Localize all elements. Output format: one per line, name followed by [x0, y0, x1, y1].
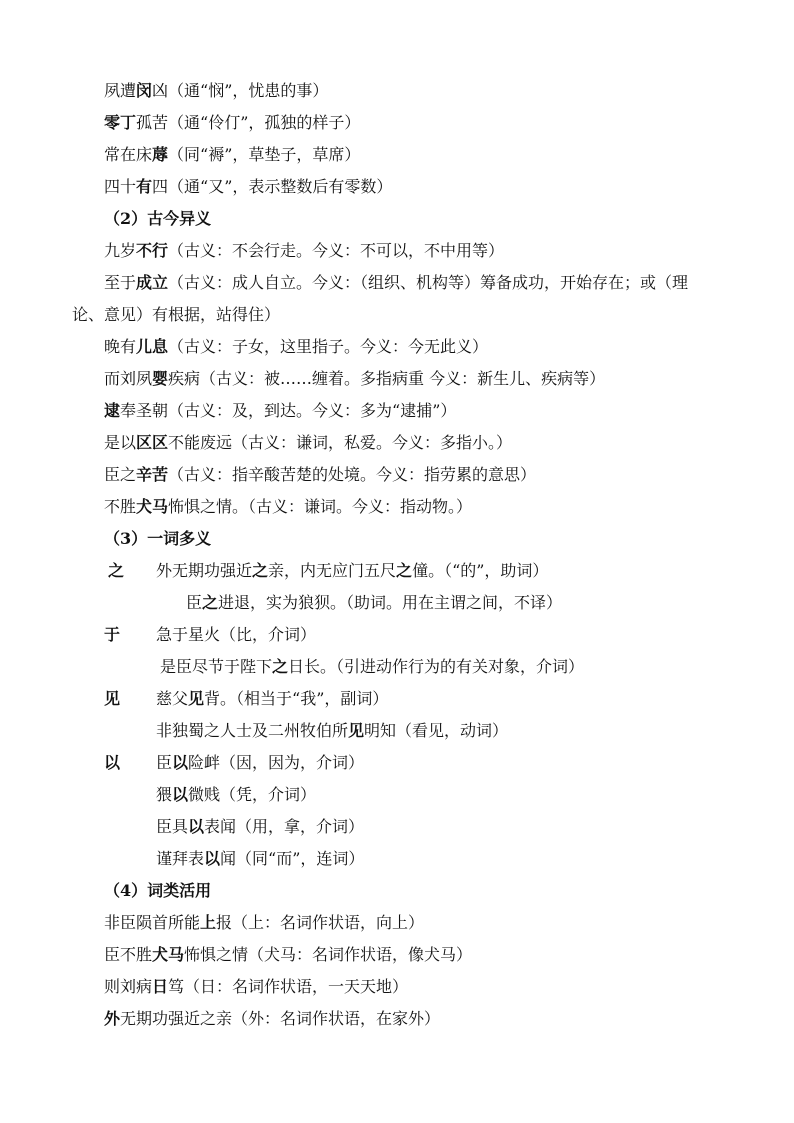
- tongjia-line-2: 零丁孤苦（通“伶仃”，孤独的样子）: [104, 113, 361, 132]
- section-heading-gujin: （2）古今异义: [104, 209, 212, 228]
- yici-yu-example-2: 是臣尽节于陛下之日长。（引进动作行为的有关对象，介词）: [160, 657, 585, 676]
- yici-label-yu: 于: [104, 625, 121, 644]
- yici-yi-example-4: 谨拜表以闻（同“而”，连词）: [156, 849, 365, 868]
- huoyong-line-2: 臣不胜犬马怖惧之情（犬马：名词作状语，像犬马）: [104, 945, 473, 964]
- gujin-line-1: 九岁不行（古义：不会行走。今义：不可以，不中用等）: [104, 241, 505, 260]
- gujin-line-2-cont: 论、意见）有根据，站得住）: [72, 305, 281, 324]
- gujin-line-3: 晚有儿息（古义：子女，这里指子。今义：今无此义）: [104, 337, 489, 356]
- gujin-line-2: 至于成立（古义：成人自立。今义：（组织、机构等）筹备成功，开始存在；或（理: [104, 273, 689, 292]
- yici-label-zhi: 之: [108, 561, 125, 580]
- yici-yi-example-2: 猥以微贱（凭，介词）: [156, 785, 317, 804]
- huoyong-line-4: 外无期功强近之亲（外：名词作状语，在家外）: [104, 1009, 441, 1028]
- section-heading-yici: （3）一词多义: [104, 529, 212, 548]
- yici-jian-example-1: 慈父见背。（相当于“我”，副词）: [156, 689, 389, 708]
- huoyong-line-1: 非臣陨首所能上报（上：名词作状语，向上）: [104, 913, 425, 932]
- huoyong-line-3: 则刘病日笃（日：名词作状语，一天天地）: [104, 977, 409, 996]
- gujin-line-8: 不胜犬马怖惧之情。（古义：谦词。今义：指动物。）: [104, 497, 473, 516]
- gujin-line-4: 而刘夙婴疾病（古义：被……缠着。多指病重 今义：新生儿、疾病等）: [104, 369, 606, 388]
- yici-jian-example-2: 非独蜀之人士及二州牧伯所见明知（看见，动词）: [156, 721, 509, 740]
- yici-yu-example-1: 急于星火（比，介词）: [156, 625, 317, 644]
- yici-zhi-example-1: 外无期功强近之亲，内无应门五尺之僮。（“的”，助词）: [156, 561, 549, 580]
- yici-label-jian: 见: [104, 689, 121, 708]
- yici-label-yi: 以: [104, 753, 121, 772]
- gujin-line-5: 逮奉圣朝（古义：及，到达。今义：多为“逮捕”）: [104, 401, 457, 420]
- tongjia-line-3: 常在床蓐（同“褥”，草垫子，草席）: [104, 145, 361, 164]
- yici-yi-example-3: 臣具以表闻（用，拿，介词）: [156, 817, 365, 836]
- yici-yi-example-1: 臣以险衅（因，因为，介词）: [156, 753, 365, 772]
- tongjia-line-1: 夙遭闵凶（通“悯”，忧患的事）: [104, 81, 329, 100]
- tongjia-line-4: 四十有四（通“又”，表示整数后有零数）: [104, 177, 393, 196]
- yici-zhi-example-2: 臣之进退，实为狼狈。（助词。用在主谓之间，不译）: [186, 593, 563, 612]
- section-heading-huoyong: （4）词类活用: [104, 881, 212, 900]
- gujin-line-7: 臣之辛苦（古义：指辛酸苦楚的处境。今义：指劳累的意思）: [104, 465, 537, 484]
- gujin-line-6: 是以区区不能废远（古义：谦词，私爱。今义：多指小。）: [104, 433, 513, 452]
